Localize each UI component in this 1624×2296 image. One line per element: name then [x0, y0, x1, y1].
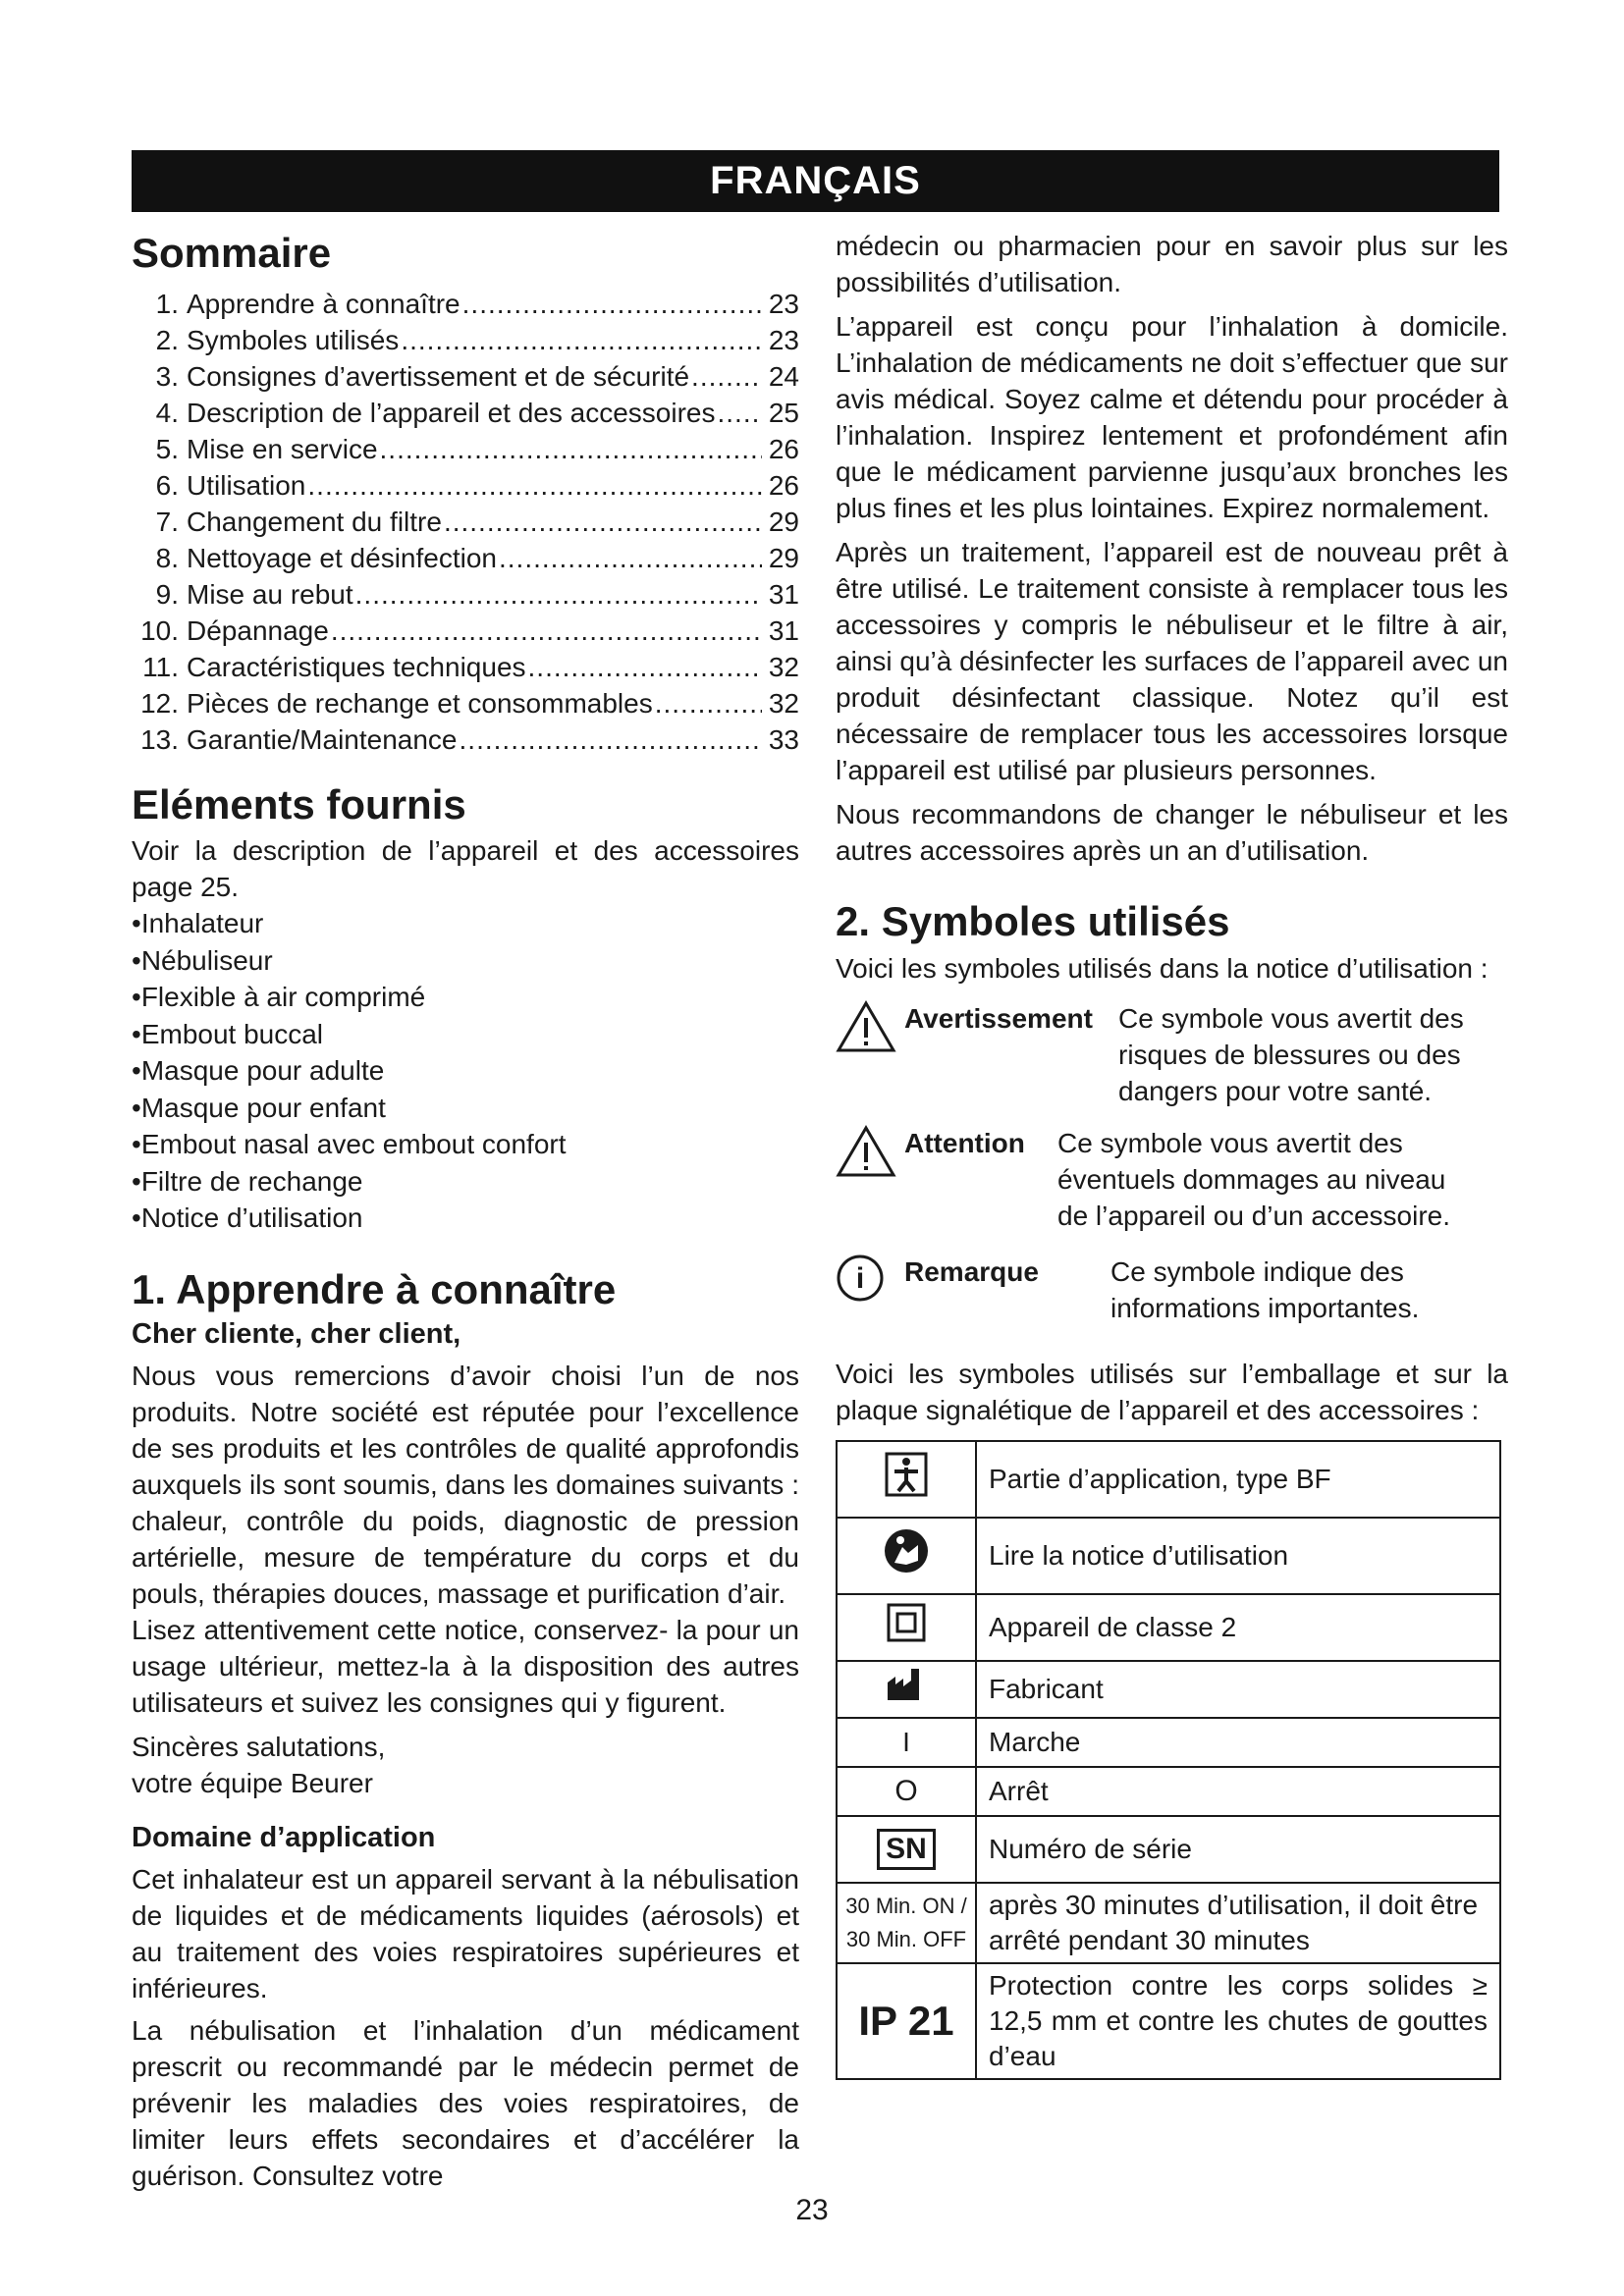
symbols-table [836, 1440, 1501, 2080]
section2-intro2: Voici les symboles utilisés sur l’emballage et sur la plaque signalétique de l’appareil et des accessoires : [836, 1358, 1508, 1425]
info-circle-icon [836, 1254, 904, 1326]
toc-item [132, 721, 799, 758]
toc-number: 10. [140, 614, 179, 646]
toc-page: 33 [768, 723, 799, 755]
toc-leader [462, 286, 762, 322]
toc-item [132, 431, 799, 467]
table-of-contents [132, 286, 799, 758]
toc-leader [380, 431, 762, 467]
toc-page: 25 [768, 397, 799, 428]
attention-desc: Ce symbole vous avertit des éventuels dommages au niveau de l’appareil ou d’un accessoire. [1057, 1127, 1451, 1231]
toc-leader [331, 613, 762, 649]
section1-p1: Nous vous remercions d’avoir choisi l’un de nos produits. Notre société est réputée pour l’excellence de ses produits et les contrôles de qualité approfondis auxquels ils sont soumis, dans les domaines suivants : chaleur, contrôle du poids, diagnostic de pression artérielle, mesure de température du corps et du pouls, thérapies douces, massage et purification d’air. [132, 1361, 799, 1610]
warning-desc: Ce symbole vous avertit des risques de blessures ou des dangers pour votre santé. [1118, 1002, 1464, 1106]
toc-leader [444, 504, 762, 540]
symbol-desc: après 30 minutes d’utilisation, il doit être arrêté pendant 30 minutes [976, 1883, 1500, 1963]
section1-p3: Cet inhalateur est un appareil servant à la nébulisation de liquides et de médicaments liquides (aérosols) et au traitement des voies respiratoires supérieures et inférieures. [132, 1864, 799, 2004]
toc-item [132, 467, 799, 504]
toc-number: 7. [155, 506, 179, 537]
list-item: • Flexible à air comprimé [132, 979, 799, 1016]
toc-number: 9. [155, 578, 179, 610]
toc-item [132, 504, 799, 540]
note-symbol-row [836, 1254, 1508, 1326]
elements-intro: Voir la description de l’appareil et des accessoires page 25. [132, 835, 799, 902]
toc-title: Dépannage [187, 614, 329, 646]
right-p1: médecin ou pharmacien pour en savoir plus sur les possibilités d’utilisation. [836, 231, 1508, 297]
section1-p4: La nébulisation et l’inhalation d’un médicament prescrit ou recommandé par le médecin permet de prévenir les maladies des voies respiratoires, de limiter leurs effets secondaires et d’accélérer la guérison. Consultez votre [132, 2015, 799, 2192]
toc-page: 31 [768, 614, 799, 646]
toc-title: Utilisation [187, 469, 306, 501]
toc-title: Garantie/Maintenance [187, 723, 458, 755]
timer-symbol [837, 1883, 976, 1963]
on-symbol: I [837, 1718, 976, 1767]
note-label: Remarque [904, 1255, 1039, 1287]
toc-title: Consignes d’avertissement et de sécurité [187, 360, 690, 392]
symbol-desc: Partie d’application, type BF [976, 1441, 1500, 1518]
read-manual-icon [883, 1550, 930, 1580]
warning-symbol-row [836, 1000, 1508, 1109]
warning-triangle-icon [836, 1000, 904, 1109]
toc-page: 24 [768, 360, 799, 392]
attention-triangle-icon [836, 1125, 904, 1234]
closing-2: votre équipe Beurer [132, 1768, 373, 1799]
table-row [837, 1963, 1500, 2079]
section1-p2: Lisez attentivement cette notice, conservez- la pour un usage ultérieur, mettez-la à la disposition des autres utilisateurs et suivez les consignes qui y figurent. [132, 1615, 799, 1719]
toc-leader [718, 395, 763, 431]
warning-label: Avertissement [904, 1002, 1093, 1034]
toc-title: Nettoyage et désinfection [187, 542, 497, 573]
toc-number: 8. [155, 542, 179, 573]
symbol-cell [837, 1518, 976, 1594]
language-banner: FRANÇAIS [132, 150, 1499, 212]
toc-number: 6. [155, 469, 179, 501]
toc-page: 23 [768, 288, 799, 319]
list-item: • Filtre de rechange [132, 1163, 799, 1201]
section2-intro: Voici les symboles utilisés dans la notice d’utilisation : [836, 952, 1489, 984]
table-row [837, 1883, 1500, 1963]
table-row [837, 1718, 1500, 1767]
section2-title: 2. Symboles utilisés [836, 898, 1230, 944]
left-column [132, 228, 799, 2194]
toc-item [132, 395, 799, 431]
symbol-desc: Marche [976, 1718, 1500, 1767]
toc-item [132, 576, 799, 613]
list-item: • Notice d’utilisation [132, 1200, 799, 1237]
symbol-cell [837, 1441, 976, 1518]
toc-leader [460, 721, 762, 758]
list-item: • Nébuliseur [132, 942, 799, 980]
table-row [837, 1816, 1500, 1883]
toc-title: Mise au rebut [187, 578, 353, 610]
closing-1: Sincères salutations, [132, 1732, 386, 1763]
list-item: • Embout nasal avec embout confort [132, 1126, 799, 1163]
toc-title: Apprendre à connaître [187, 288, 460, 319]
toc-item [132, 685, 799, 721]
manufacturer-icon [886, 1678, 927, 1708]
table-row [837, 1441, 1500, 1518]
toc-page: 23 [768, 324, 799, 355]
serial-number-symbol: SN [877, 1829, 936, 1870]
symbol-cell [837, 1594, 976, 1661]
symbol-cell [837, 1816, 976, 1883]
table-row [837, 1767, 1500, 1816]
svg-text:i: i [855, 1261, 865, 1295]
toc-page: 29 [768, 506, 799, 537]
toc-page: 32 [768, 651, 799, 682]
toc-title: Pièces de rechange et consommables [187, 687, 653, 719]
toc-title: Description de l’appareil et des accessoires [187, 397, 716, 428]
table-row [837, 1594, 1500, 1661]
toc-number: 5. [155, 433, 179, 464]
toc-number: 2. [155, 324, 179, 355]
note-desc: Ce symbole indique des informations importantes. [1110, 1255, 1420, 1323]
toc-page: 32 [768, 687, 799, 719]
list-item: • Masque pour enfant [132, 1090, 799, 1127]
toc-number: 12. [140, 687, 179, 719]
toc-title: Mise en service [187, 433, 378, 464]
toc-item [132, 540, 799, 576]
attention-symbol-row [836, 1125, 1508, 1234]
elements-list [132, 905, 799, 1237]
toc-item [132, 322, 799, 358]
right-p4: Nous recommandons de changer le nébuliseur et les autres accessoires après un an d’utilisation. [836, 799, 1508, 866]
symbol-desc: Lire la notice d’utilisation [976, 1518, 1500, 1594]
right-p3: Après un traitement, l’appareil est de nouveau prêt à être utilisé. Le traitement consiste à remplacer tous les accessoires y compris le nébuliseur et le filtre à air, ainsi qu’à désinfecter les surfaces de l’appareil avec un produit désinfectant classique. Notez qu’il est nécessaire de remplacer tous les accessoires lorsque l’appareil est utilisé par plusieurs personnes. [836, 537, 1508, 785]
list-item: • Inhalateur [132, 905, 799, 942]
timer-on-label: 30 Min. ON / [845, 1893, 967, 1918]
toc-item [132, 649, 799, 685]
toc-title: Caractéristiques techniques [187, 651, 526, 682]
toc-leader [499, 540, 762, 576]
right-p2: L’appareil est conçu pour l’inhalation à domicile. L’inhalation de médicaments ne doit s’effectuer que sur avis médical. Soyez calme et détendu pour procéder à l’inhalation. Inspirez lentement et profondément afin que le médicament parvienne jusqu’aux bronches les plus fines et les plus lointaines. Expirez normalement. [836, 311, 1508, 523]
symbol-cell [837, 1661, 976, 1718]
toc-item [132, 358, 799, 395]
toc-item [132, 613, 799, 649]
domaine-title: Domaine d’application [132, 1822, 436, 1854]
symbol-desc: Arrêt [976, 1767, 1500, 1816]
sommaire-title: Sommaire [132, 230, 332, 276]
toc-page: 26 [768, 469, 799, 501]
toc-number: 11. [142, 651, 179, 682]
list-item: • Embout buccal [132, 1016, 799, 1053]
toc-page: 26 [768, 433, 799, 464]
table-row [837, 1661, 1500, 1718]
off-symbol: O [837, 1767, 976, 1816]
timer-off-label: 30 Min. OFF [845, 1926, 967, 1951]
toc-leader [691, 358, 762, 395]
toc-leader [655, 685, 762, 721]
attention-label: Attention [904, 1127, 1025, 1158]
right-column [836, 228, 1508, 2080]
toc-page: 31 [768, 578, 799, 610]
toc-number: 4. [155, 397, 179, 428]
toc-title: Symboles utilisés [187, 324, 400, 355]
symbol-desc: Appareil de classe 2 [976, 1594, 1500, 1661]
toc-leader [528, 649, 762, 685]
ip-symbol: IP 21 [837, 1963, 976, 2079]
toc-title: Changement du filtre [187, 506, 442, 537]
elements-title: Eléments fournis [132, 780, 466, 828]
class2-icon [887, 1618, 926, 1648]
toc-item [132, 286, 799, 322]
toc-leader [307, 467, 762, 504]
type-bf-icon [885, 1472, 928, 1503]
toc-leader [401, 322, 762, 358]
greeting: Cher cliente, cher client, [132, 1318, 461, 1350]
symbol-desc: Numéro de série [976, 1816, 1500, 1883]
table-row [837, 1518, 1500, 1594]
symbol-desc: Protection contre les corps solides ≥ 12,5 mm et contre les chutes de gouttes d’eau [976, 1963, 1500, 2079]
toc-number: 1. [155, 288, 179, 319]
toc-leader [355, 576, 762, 613]
page-number: 23 [795, 2194, 829, 2226]
toc-number: 13. [140, 723, 179, 755]
list-item: • Masque pour adulte [132, 1052, 799, 1090]
section1-title: 1. Apprendre à connaître [132, 1265, 617, 1312]
toc-page: 29 [768, 542, 799, 573]
toc-number: 3. [155, 360, 179, 392]
symbol-desc: Fabricant [976, 1661, 1500, 1718]
